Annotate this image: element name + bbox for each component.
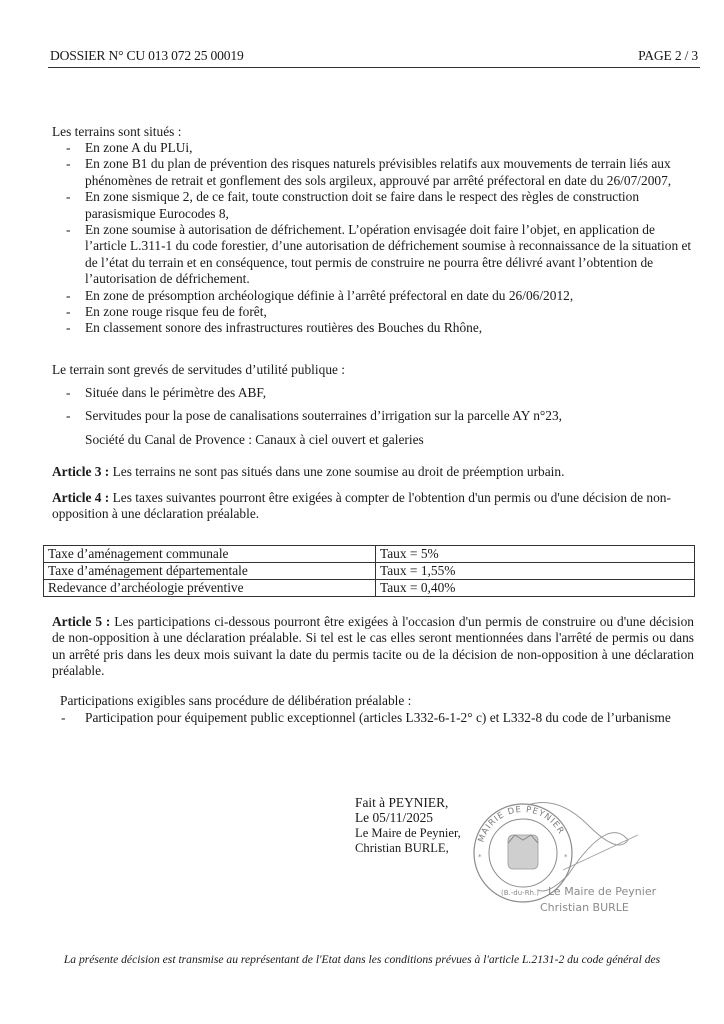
list-item-text: En zone B1 du plan de prévention des risques naturels prévisibles relatifs aux mouvements de terrain liés aux phénomènes de retrait et gonflement des sols argileux, approuvé par arrêté préfectoral en date du 26/07/2007, [85, 156, 672, 188]
participations-list [55, 710, 695, 726]
table-row [44, 546, 695, 563]
list-item [60, 140, 695, 156]
dash-bullet: - [66, 222, 71, 238]
list-item [60, 304, 695, 320]
stamp-printed-name: Christian BURLE [540, 901, 629, 914]
table-row [44, 580, 695, 597]
list-item-text: En zone sismique 2, de ce fait, toute construction doit se faire dans le respect des règles de construction parasismique Eurocodes 8, [85, 189, 640, 221]
svg-text:*: * [564, 853, 568, 861]
list-item [60, 288, 695, 304]
list-item-text: Société du Canal de Provence : Canaux à ciel ouvert et galeries [85, 431, 424, 447]
article-4 [52, 490, 700, 523]
tax-name: Taxe d’aménagement départementale [44, 563, 376, 580]
list-item-text: En classement sonore des infrastructures routières des Bouches du Rhône, [85, 320, 483, 336]
signature-name: Christian BURLE, [355, 841, 449, 856]
signature-date: Le 05/11/2025 [355, 810, 433, 826]
dash-bullet: - [66, 304, 71, 320]
dash-bullet: - [66, 189, 71, 205]
list-item [60, 156, 695, 189]
servitudes-list [60, 385, 695, 448]
tax-name: Taxe d’aménagement communale [44, 546, 376, 563]
tax-rate: Taux = 0,40% [376, 580, 695, 597]
svg-text:(B.-du-Rh.): (B.-du-Rh.) [501, 889, 539, 897]
table-row [44, 563, 695, 580]
signature-title: Le Maire de Peynier, [355, 825, 461, 840]
dash-bullet: - [66, 140, 71, 155]
article-5 [52, 614, 694, 680]
stamp-printed-title: Le Maire de Peynier [548, 885, 657, 898]
dossier-number: DOSSIER N° CU 013 072 25 00019 [50, 48, 244, 63]
article-3-label: Article 3 : [52, 464, 110, 479]
tax-rate: Taux = 1,55% [376, 563, 695, 580]
list-item [60, 408, 695, 424]
list-item-continuation [60, 432, 695, 448]
official-seal-icon [468, 795, 698, 925]
list-item [60, 189, 695, 222]
terrains-list [60, 140, 695, 337]
list-item [60, 385, 695, 401]
list-item-text: Située dans le périmètre des ABF, [85, 385, 267, 400]
article-4-text: Les taxes suivantes pourront être exigées à compter de l'obtention d'un permis ou d'une décision de non-opposition à une déclaration préalable. [52, 490, 671, 522]
taxes-table [43, 545, 695, 597]
list-item-text: Servitudes pour la pose de canalisations souterraines d’irrigation sur la parcelle AY n°23, [85, 408, 563, 424]
mayor-stamp [468, 795, 698, 925]
list-item-text: En zone soumise à autorisation de défrichement. L’opération envisagée doit faire l’objet, en application de l’article L.311-1 du code forestier, d’une autorisation de défrichement soumise à reconnaissance de la situation et de l’état du terrain et en conséquence, tout permis de construire ne pourra être délivré avant l’obtention de l’autorisation de défrichement. [85, 222, 692, 287]
list-item-text: En zone rouge risque feu de forêt, [85, 304, 267, 320]
signature-block [355, 795, 461, 857]
article-5-label: Article 5 : [52, 614, 111, 629]
participations-intro: Participations exigibles sans procédure de délibération préalable : [60, 693, 412, 708]
terrains-intro: Les terrains sont situés : [52, 124, 182, 139]
list-item-text: En zone A du PLUi, [85, 140, 193, 155]
dash-bullet: - [66, 287, 71, 303]
dash-bullet: - [66, 408, 71, 424]
dash-bullet: - [66, 156, 71, 172]
dash-bullet: - [66, 320, 71, 336]
list-item [55, 710, 695, 726]
list-item-text: En zone de présomption archéologique définie à l’arrêté préfectoral en date du 26/06/2012, [85, 287, 574, 303]
tax-rate: Taux = 5% [376, 546, 695, 563]
article-3-text: Les terrains ne sont pas situés dans une zone soumise au droit de préemption urbain. [109, 464, 565, 479]
article-5-text: Les participations ci-dessous pourront être exigées à l'occasion d'un permis de construire ou d'une décision de non-opposition à une déclaration préalable. Si tel est le cas elles seront mentionnées dans l'arrêté de permis ou dans un arrêté pris dans les deux mois suivant la date du permis tacite ou de la décision de non-opposition à une déclaration préalable. [52, 614, 694, 679]
article-4-label: Article 4 : [52, 490, 110, 505]
list-item [60, 320, 695, 336]
svg-text:*: * [478, 853, 482, 861]
footer-note: La présente décision est transmise au représentant de l'Etat dans les conditions prévues à l'article L.2131-2 du code général des [63, 953, 661, 966]
dash-bullet: - [61, 710, 66, 725]
servitudes-intro: Le terrain sont grevés de servitudes d’utilité publique : [52, 362, 346, 377]
svg-text:MAIRIE DE PEYNIER: MAIRIE DE PEYNIER [476, 804, 566, 844]
signature-place: Fait à PEYNIER, [355, 795, 449, 810]
list-item-text: Participation pour équipement public exceptionnel (articles L332-6-1-2° c) et L332-8 du code de l’urbanisme [85, 710, 671, 725]
tax-name: Redevance d’archéologie préventive [44, 580, 376, 597]
page-header [48, 45, 700, 68]
dash-bullet: - [66, 385, 71, 400]
page-number: PAGE 2 / 3 [638, 48, 698, 63]
article-3 [52, 464, 700, 480]
list-item [60, 222, 695, 288]
